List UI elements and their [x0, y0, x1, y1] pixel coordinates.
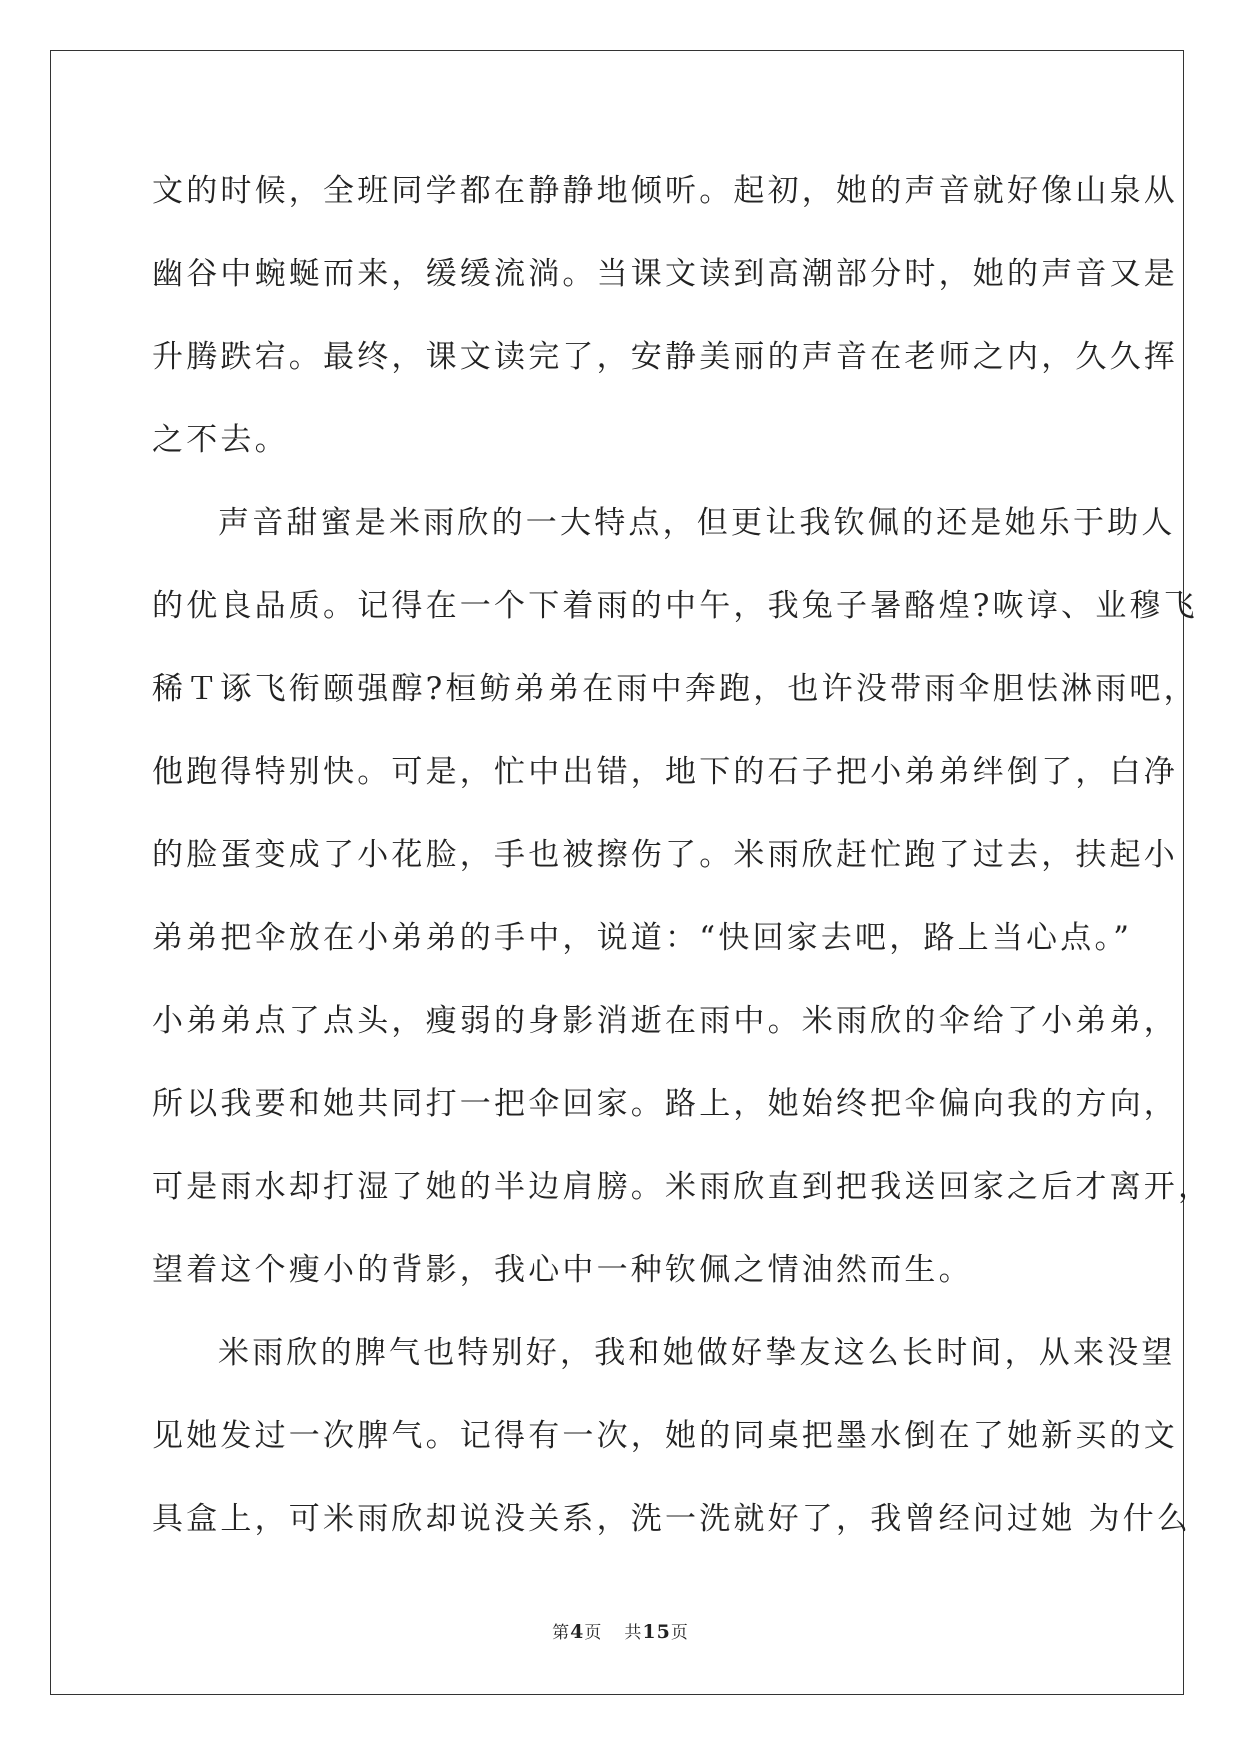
text-line-3: 升腾跌宕。最终，课文读完了，安静美丽的声音在老师之内，久久挥 — [152, 339, 1178, 375]
text-line-2: 幽谷中蜿蜒而来，缓缓流淌。当课文读到高潮部分时，她的声音又是 — [152, 256, 1178, 292]
text-line-1: 文的时候，全班同学都在静静地倾听。起初，她的声音就好像山泉从 — [152, 173, 1178, 209]
text-line-17: 具盒上，可米雨欣却说没关系，洗一洗就好了，我曾经问过她 为什么 — [152, 1501, 1192, 1537]
text-line-15: 米雨欣的脾气也特别好，我和她做好挚友这么长时间，从来没望 — [218, 1335, 1176, 1371]
text-line-5: 声音甜蜜是米雨欣的一大特点，但更让我钦佩的还是她乐于助人 — [218, 505, 1176, 541]
text-line-4: 之不去。 — [152, 422, 289, 458]
text-line-7: 稀Ｔ诼飞衔颐强醇?桓鲂弟弟在雨中奔跑，也许没带雨伞胆怯淋雨吧， — [152, 671, 1198, 707]
page-number: 4 — [570, 1621, 585, 1643]
document-body — [152, 163, 1213, 1574]
text-line-9: 的脸蛋变成了小花脸，手也被擦伤了。米雨欣赶忙跑了过去，扶起小 — [152, 837, 1178, 873]
total-prefix: 共 — [624, 1623, 643, 1643]
text-line-12: 所以我要和她共同打一把伞回家。路上，她始终把伞偏向我的方向， — [152, 1086, 1178, 1122]
page-prefix: 第 — [552, 1623, 571, 1643]
total-suffix: 页 — [670, 1623, 689, 1643]
text-line-13: 可是雨水却打湿了她的半边肩膀。米雨欣直到把我送回家之后才离开， — [152, 1169, 1213, 1205]
text-line-8: 他跑得特别快。可是，忙中出错，地下的石子把小弟弟绊倒了，白净 — [152, 754, 1178, 790]
text-line-16: 见她发过一次脾气。记得有一次，她的同桌把墨水倒在了她新买的文 — [152, 1418, 1178, 1454]
text-line-11: 小弟弟点了点头，瘦弱的身影消逝在雨中。米雨欣的伞给了小弟弟， — [152, 1003, 1178, 1039]
page-suffix: 页 — [584, 1623, 603, 1643]
total-pages: 15 — [642, 1621, 671, 1643]
text-line-14: 望着这个瘦小的背影，我心中一种钦佩之情油然而生。 — [152, 1252, 973, 1288]
text-line-6: 的优良品质。记得在一个下着雨的中午，我兔子暑酪煌?咴谆、业穆飞 — [152, 588, 1198, 624]
text-line-10: 弟弟把伞放在小弟弟的手中，说道：“快回家去吧，路上当心点。” — [152, 920, 1133, 956]
page-footer — [0, 1618, 1241, 1643]
